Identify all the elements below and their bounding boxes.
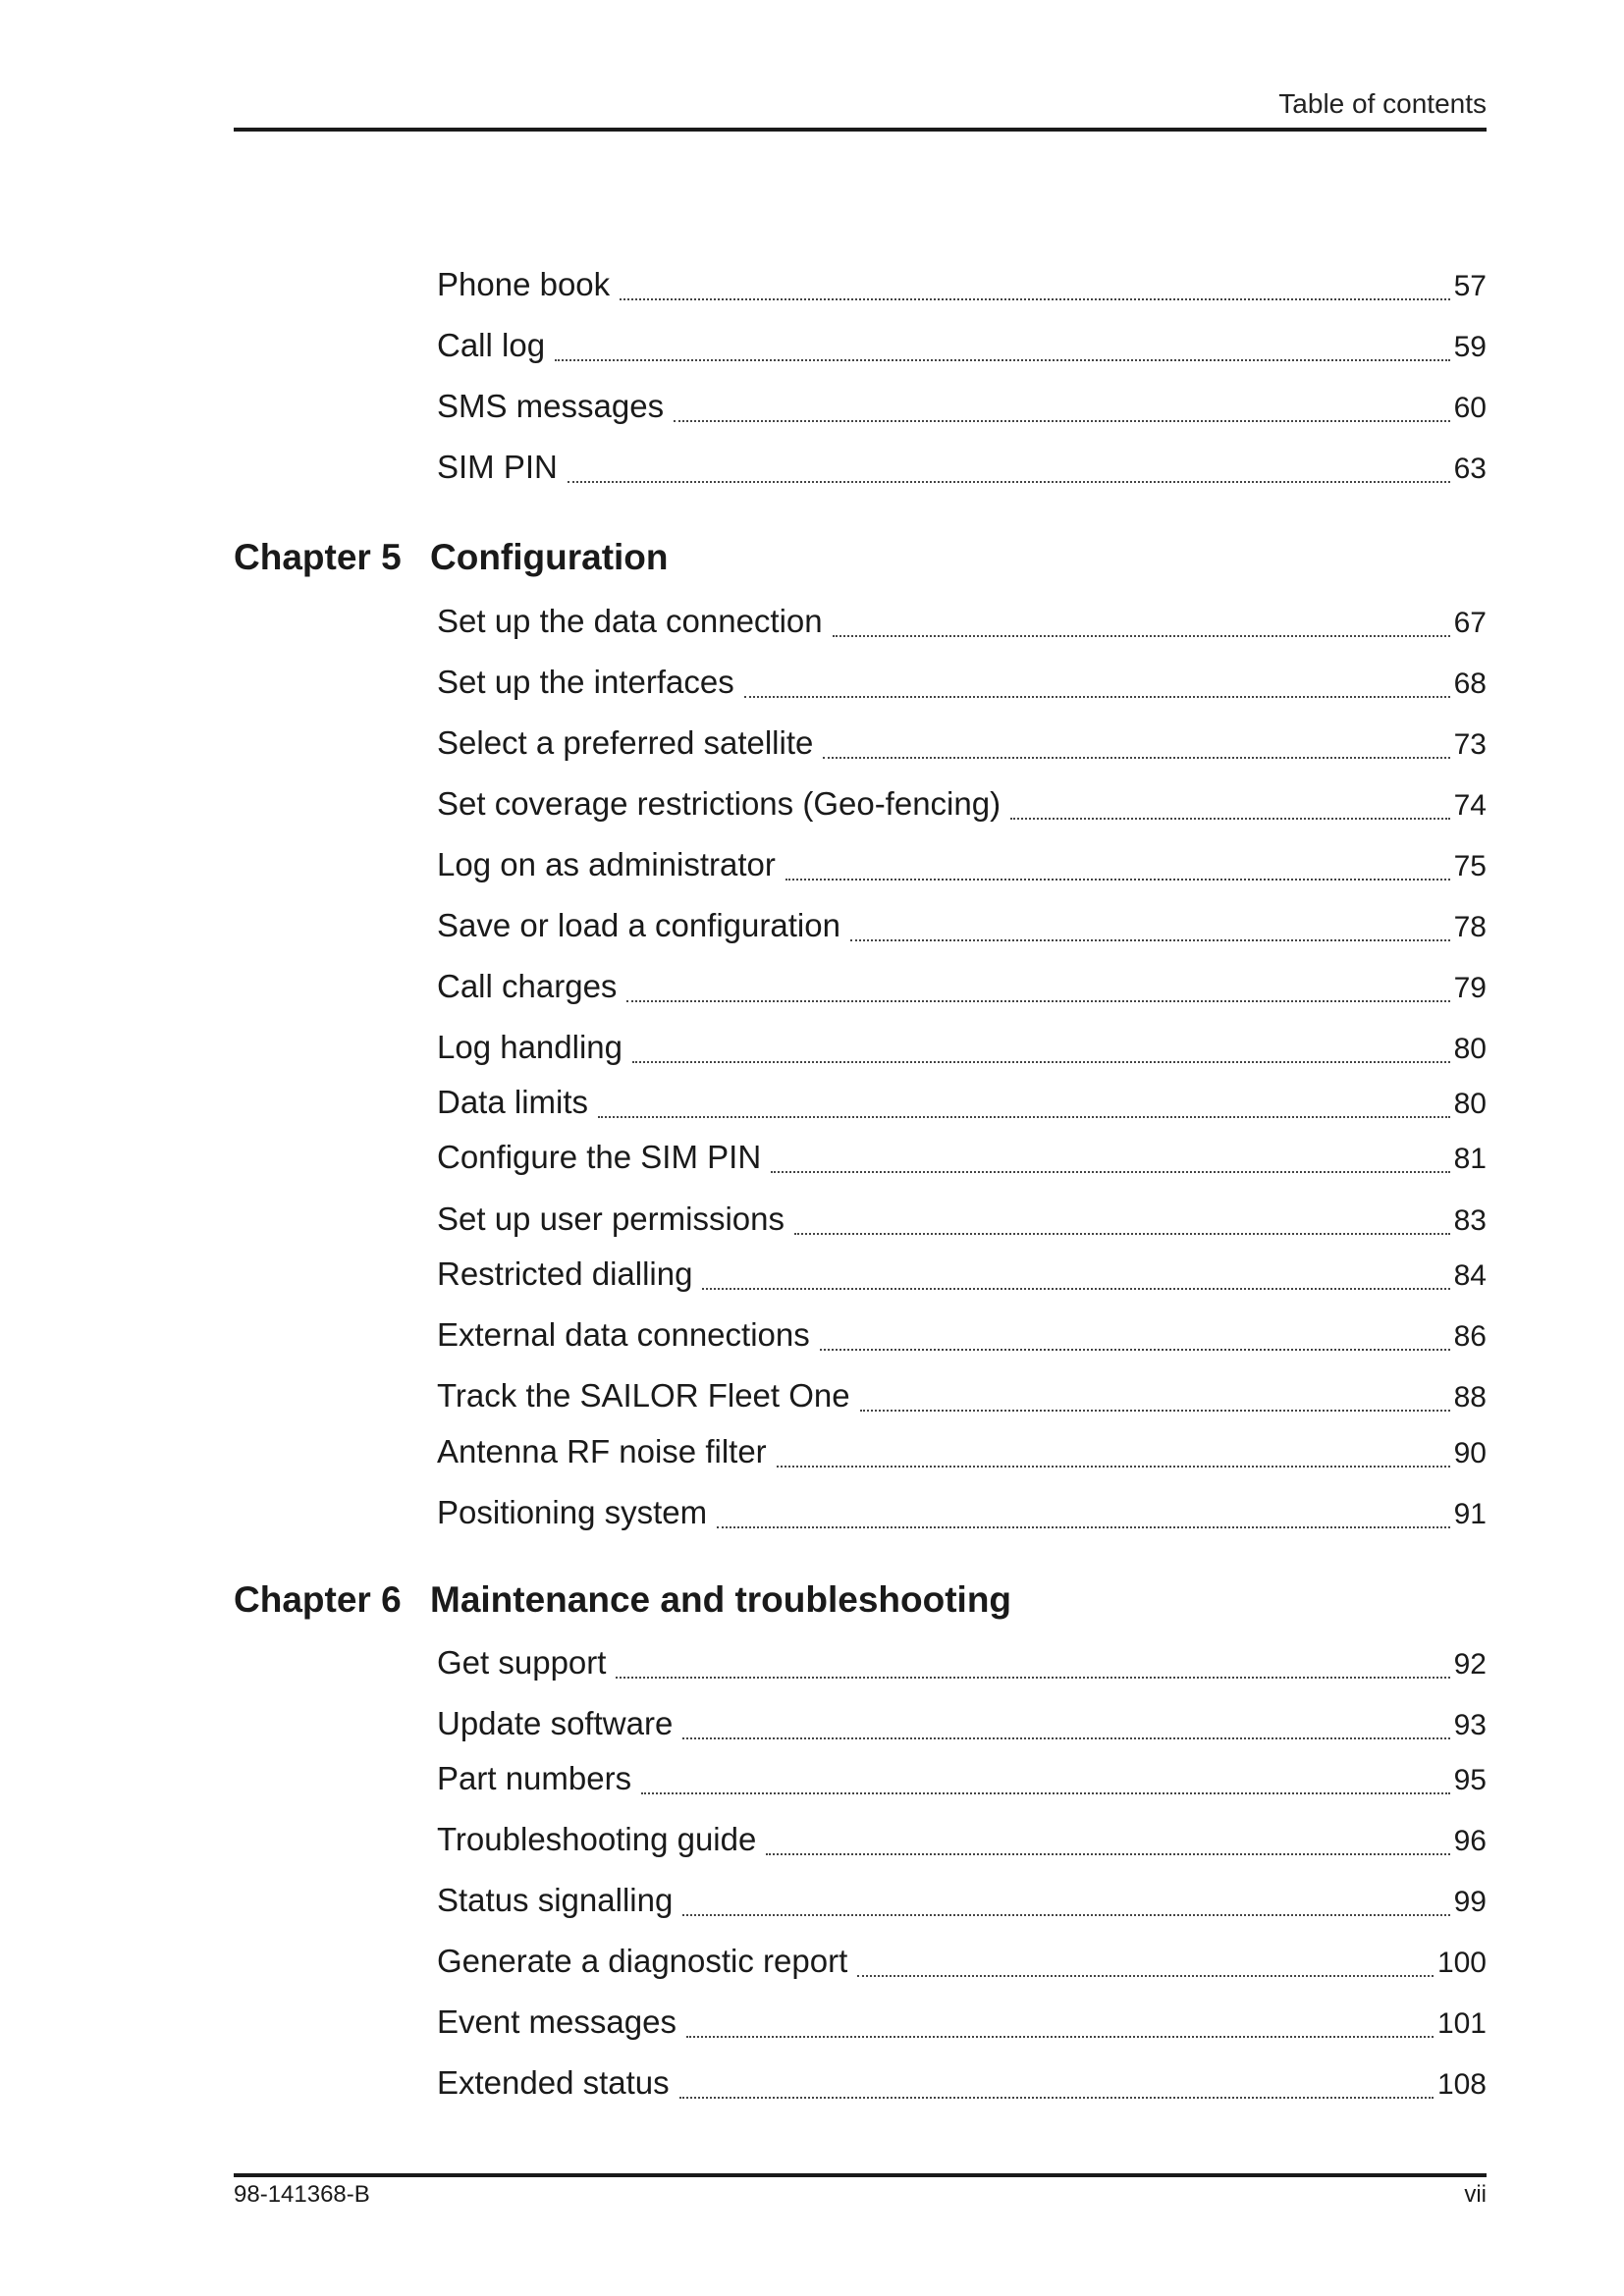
toc-leader [702,1288,1449,1290]
toc-entry-title: Configure the SIM PIN [437,1139,762,1175]
toc-leader [833,635,1450,637]
toc-leader [744,696,1450,698]
toc-entry-page: 83 [1453,1204,1487,1237]
toc-entry-title: Part numbers [437,1760,632,1796]
toc-entry[interactable] [437,843,1487,886]
toc-entry[interactable] [437,600,1487,643]
toc-leader [598,1116,1450,1118]
toc-entry-title: Antenna RF noise filter [437,1433,767,1469]
toc-entry-title: Select a preferred satellite [437,724,814,761]
toc-entry[interactable] [437,1879,1487,1922]
toc-leader [620,298,1449,300]
toc-entry[interactable] [437,324,1487,367]
toc-entry-page: 108 [1436,2068,1487,2101]
toc-entry[interactable] [437,1430,1487,1473]
toc-entry[interactable] [437,1818,1487,1861]
toc-entry-title: Data limits [437,1084,589,1120]
toc-entry-title: Troubleshooting guide [437,1821,757,1857]
toc-leader [785,879,1450,881]
toc-leader [857,1975,1434,1977]
toc-entry[interactable] [437,1198,1487,1241]
toc-entry-page: 99 [1453,1886,1487,1918]
toc-entry-title: Set up the data connection [437,603,823,639]
toc-entry-title: Save or load a configuration [437,907,840,943]
toc-entry-page: 101 [1436,2007,1487,2040]
toc-entry-title: Set up user permissions [437,1201,785,1237]
toc-entry-page: 60 [1453,392,1487,424]
toc-entry-page: 74 [1453,789,1487,822]
toc-entry-page: 84 [1453,1259,1487,1292]
toc-entry-title: Log handling [437,1029,623,1065]
toc-leader [717,1526,1450,1528]
toc-entry[interactable] [437,965,1487,1008]
toc-entry[interactable] [437,1757,1487,1800]
toc-leader [682,1914,1449,1916]
toc-entry-page: 93 [1453,1709,1487,1741]
toc-entry-page: 67 [1453,607,1487,639]
toc-entry-page: 92 [1453,1648,1487,1681]
chapter-number: Chapter 5 [234,537,402,577]
toc-entry[interactable] [437,661,1487,704]
toc-leader [568,481,1450,483]
toc-entry-page: 78 [1453,911,1487,943]
toc-leader [679,2097,1434,2099]
toc-leader [616,1677,1449,1679]
toc-entry-title: SMS messages [437,388,665,424]
toc-entry[interactable] [437,1641,1487,1684]
toc-entry-title: Generate a diagnostic report [437,1943,848,1979]
page-number: vii [1464,2181,1487,2208]
toc-leader [1010,818,1450,820]
header-title: Table of contents [1278,88,1487,119]
toc-entry[interactable] [437,2061,1487,2105]
toc-entry-title: Event messages [437,2003,677,2040]
toc-entry-page: 63 [1453,453,1487,485]
toc-entry-title: SIM PIN [437,449,558,485]
toc-entry-title: Track the SAILOR Fleet One [437,1377,850,1414]
toc-entry-page: 86 [1453,1320,1487,1353]
toc-entry-page: 80 [1453,1033,1487,1065]
toc-leader [766,1853,1449,1855]
toc-entry[interactable] [437,385,1487,428]
toc-entry-title: Extended status [437,2064,670,2101]
toc-entry-page: 88 [1453,1381,1487,1414]
toc-entry-page: 57 [1453,270,1487,302]
toc-entry-page: 68 [1453,667,1487,700]
toc-leader [641,1792,1450,1794]
toc-entry[interactable] [437,1026,1487,1069]
header-rule [234,128,1487,132]
toc-entry-title: External data connections [437,1316,810,1353]
toc-leader [794,1233,1450,1235]
toc-leader [823,757,1449,759]
toc-entry[interactable] [437,1491,1487,1534]
document-number: 98-141368-B [234,2181,370,2208]
toc-entry-page: 96 [1453,1825,1487,1857]
chapter-title: Maintenance and troubleshooting [430,1579,1012,1620]
chapter-title: Configuration [430,537,669,577]
toc-entry-title: Log on as administrator [437,846,776,882]
toc-leader [820,1349,1450,1351]
toc-leader [555,359,1450,361]
toc-entry[interactable] [437,1253,1487,1296]
chapter-number: Chapter 6 [234,1579,402,1620]
toc-leader [682,1737,1449,1739]
toc-entry-page: 91 [1453,1498,1487,1530]
toc-leader [674,420,1450,422]
toc-entry-page: 81 [1453,1143,1487,1175]
toc-entry[interactable] [437,1081,1487,1124]
toc-entry[interactable] [437,1374,1487,1417]
toc-entry[interactable] [437,1136,1487,1179]
toc-leader [860,1410,1450,1412]
toc-leader [777,1466,1450,1468]
toc-leader [686,2036,1434,2038]
toc-entry-title: Status signalling [437,1882,674,1918]
toc-leader [771,1171,1449,1173]
footer-rule [234,2173,1487,2177]
toc-entry-title: Phone book [437,266,611,302]
toc-leader [632,1061,1450,1063]
toc-entry-page: 75 [1453,850,1487,882]
toc-entry[interactable] [437,2001,1487,2044]
toc-entry-title: Positioning system [437,1494,708,1530]
toc-entry[interactable] [437,1940,1487,1983]
toc-entry-page: 90 [1453,1437,1487,1469]
toc-entry-page: 100 [1436,1947,1487,1979]
toc-entry-title: Call log [437,327,546,363]
toc-entry-title: Set up the interfaces [437,664,734,700]
toc-leader [850,939,1450,941]
toc-entry[interactable] [437,904,1487,947]
toc-entry[interactable] [437,263,1487,306]
toc-entry-title: Set coverage restrictions (Geo-fencing) [437,785,1001,822]
toc-entry[interactable] [437,1313,1487,1357]
toc-entry-page: 80 [1453,1088,1487,1120]
toc-entry-page: 95 [1453,1764,1487,1796]
toc-entry[interactable] [437,1702,1487,1745]
toc-entry[interactable] [437,446,1487,489]
toc-entry-title: Update software [437,1705,674,1741]
toc-entry-page: 73 [1453,728,1487,761]
toc-entry-page: 59 [1453,331,1487,363]
toc-entry-title: Restricted dialling [437,1255,693,1292]
toc-leader [626,1000,1449,1002]
toc-entry-title: Call charges [437,968,618,1004]
toc-entry-page: 79 [1453,972,1487,1004]
toc-entry[interactable] [437,782,1487,826]
toc-entry[interactable] [437,721,1487,765]
toc-entry-title: Get support [437,1644,607,1681]
